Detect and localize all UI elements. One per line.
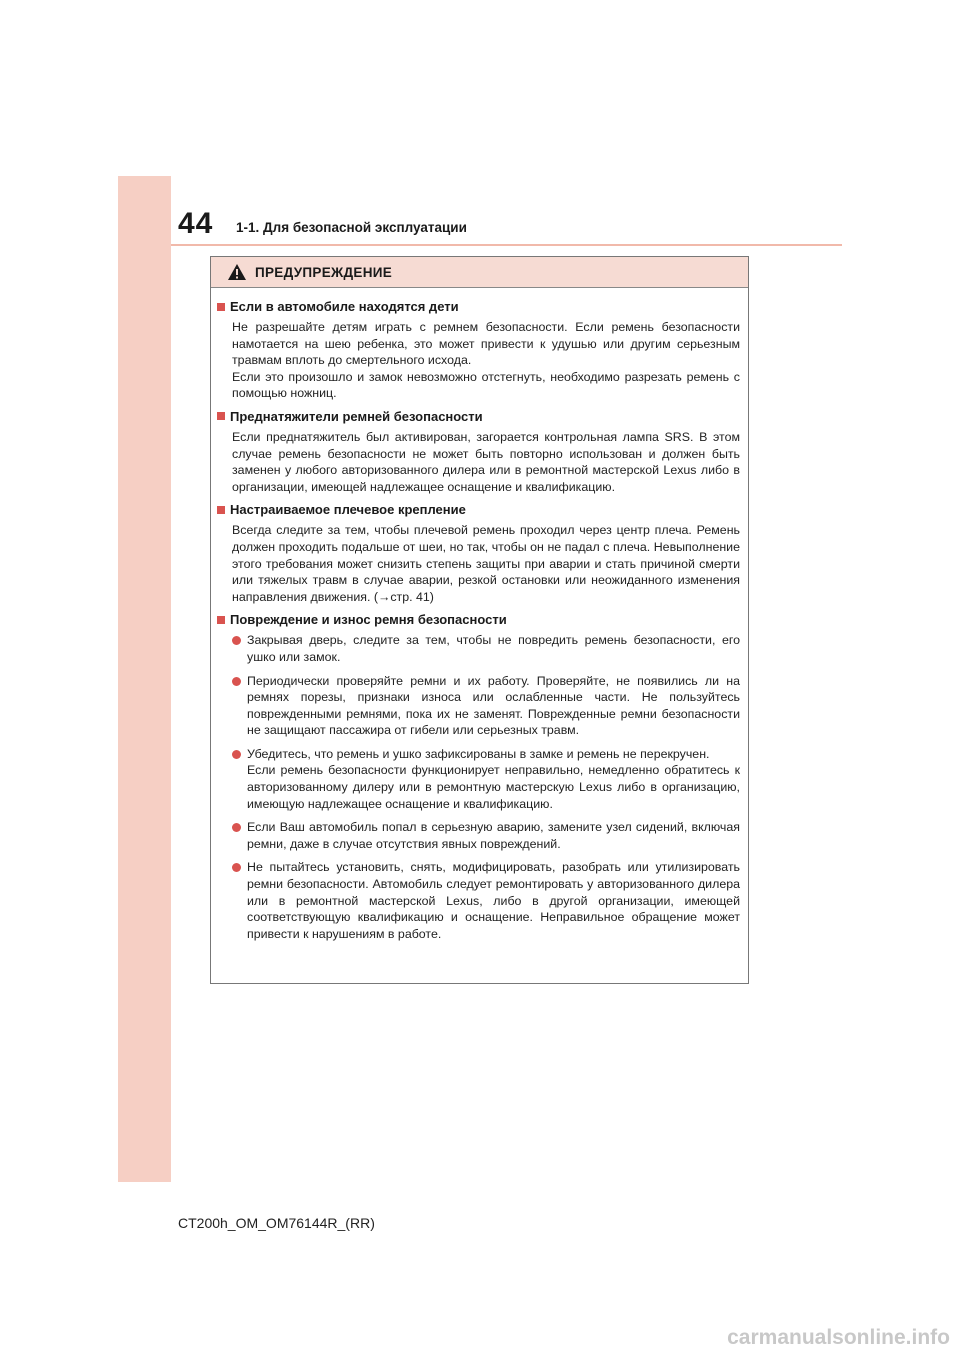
square-bullet-icon	[217, 303, 225, 311]
section-shoulder-anchor	[217, 502, 740, 605]
dot-bullet-icon	[232, 823, 241, 832]
document-code: CT200h_OM_OM76144R_(RR)	[178, 1215, 375, 1231]
section-heading	[217, 409, 740, 424]
section-heading-text: Преднатяжители ремней безопасности	[230, 408, 483, 424]
dot-bullet-icon	[232, 677, 241, 686]
page-number: 44	[178, 207, 214, 240]
watermark: carmanualsonline.info	[727, 1326, 950, 1349]
section-children	[217, 299, 740, 402]
warning-title: ПРЕДУПРЕЖДЕНИЕ	[255, 264, 393, 280]
section-heading-text: Повреждение и износ ремня безопасности	[230, 612, 507, 628]
section-heading	[217, 502, 740, 517]
side-band	[118, 176, 171, 1182]
section-heading	[217, 612, 740, 627]
section-belt-damage	[217, 612, 740, 942]
dot-bullet-icon	[232, 863, 241, 872]
list-item-text: Закрывая дверь, следите за тем, чтобы не повредить ремень безопасности, его ушко или замок.	[247, 633, 740, 664]
paragraph: Всегда следите за тем, чтобы плечевой ремень проходил через центр плеча. Ремень должен проходить подальше от шеи, но так, чтобы он не падал с плеча. Невыполнение этого требования может снизить степень защиты при аварии и стать причиной смерти или тяжелых травм в случае аварии, резкой остановки или неожиданного изменения направления движения. (→стр. 41)	[232, 523, 740, 604]
list-item-text: Не пытайтесь установить, снять, модифицировать, разобрать или утилизировать ремни безопасности. Автомобиль следует ремонтировать у авторизованного дилера или в ремонтной мастерской Lexus, либо в другой организации, имеющей соответствующую квалификацию и оснащение. Неправильное обращение может привести к нарушениям в работе.	[247, 860, 740, 941]
list-item	[232, 632, 740, 665]
list-item-text-part: Если ремень безопасности функционирует неправильно, немедленно обратитесь к авторизованному дилеру или в ремонтную мастерскую Lexus либо в организацию, имеющую надлежащее оснащение и квалификацию.	[247, 763, 740, 811]
list-item-text: Если Ваш автомобиль попал в серьезную аварию, замените узел сидений, включая ремни, даже в случае отсутствия явных повреждений.	[247, 820, 740, 851]
paragraph: Не разрешайте детям играть с ремнем безопасности. Если ремень безопасности намотается на шею ребенка, это может привести к удушью или другим серьезным травмам вплоть до смертельного исхода.	[232, 320, 740, 368]
list-item	[232, 746, 740, 812]
section-pretensioners	[217, 409, 740, 495]
warning-header	[211, 257, 748, 288]
list-item	[232, 673, 740, 739]
warning-body	[211, 288, 748, 942]
warning-triangle-icon	[227, 263, 247, 281]
list-item-text-part: Убедитесь, что ремень и ушко зафиксированы в замке и ремень не перекручен.	[247, 746, 710, 761]
section-heading	[217, 299, 740, 314]
square-bullet-icon	[217, 506, 225, 514]
paragraph: Если это произошло и замок невозможно отстегнуть, необходимо разрезать ремень с помощью ножниц.	[232, 369, 740, 401]
section-heading-text: Если в автомобиле находятся дети	[230, 299, 459, 314]
paragraph: Если преднатяжитель был активирован, загорается контрольная лампа SRS. В этом случае ремень безопасности не может быть повторно использован и должен быть заменен у любого авторизованного дилера или в ремонтной мастерской Lexus либо в организации, имеющей надлежащее оснащение и квалификацию.	[232, 429, 740, 494]
list-item	[232, 859, 740, 942]
square-bullet-icon	[217, 616, 225, 624]
dot-bullet-icon	[232, 636, 241, 645]
list-item-text: Периодически проверяйте ремни и их работу. Проверяйте, не появились ли на ремнях порезы, признаки износа или ослабленные части. Не пользуйтесь поврежденными ремнями, пока их не заменят. Поврежденные ремни безопасности не защищают пассажира от гибели или серьезных травм.	[247, 673, 740, 738]
list-item-text	[247, 746, 740, 812]
warning-box	[210, 256, 749, 984]
square-bullet-icon	[217, 412, 225, 420]
header-divider	[171, 244, 842, 246]
section-heading-text: Настраиваемое плечевое крепление	[230, 502, 466, 518]
section-title: 1-1. Для безопасной эксплуатации	[236, 220, 467, 235]
list-item	[232, 819, 740, 852]
dot-bullet-icon	[232, 750, 241, 759]
